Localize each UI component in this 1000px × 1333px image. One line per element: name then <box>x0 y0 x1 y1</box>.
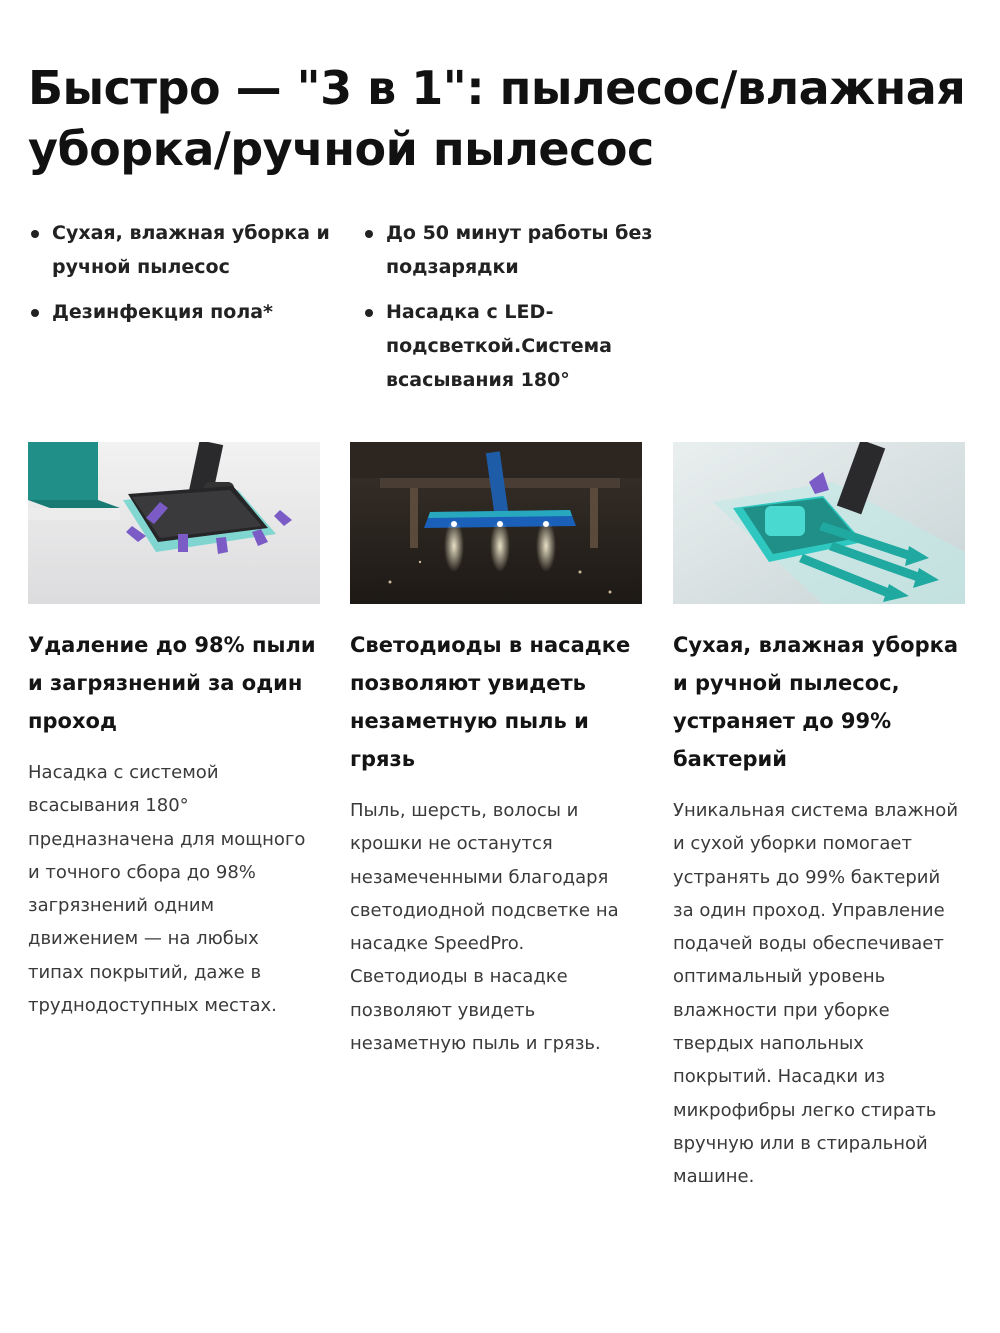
vacuum-led-image <box>350 442 642 604</box>
feature-card-led-lights <box>350 442 642 1060</box>
feature-description: Насадка с системой всасывания 180° предназначена для мощного и точного сбора до 98% загрязнений одним движением — на любых типах покрытий, даже в труднодоступных местах. <box>28 762 306 1017</box>
bullet-item: Насадка с LED-подсветкой.Система всасывания 180° <box>362 295 682 397</box>
bullet-item: До 50 минут работы без подзарядки <box>362 216 682 284</box>
bullet-item: Сухая, влажная уборка и ручной пылесос <box>28 216 348 284</box>
feature-card-dust-removal <box>28 442 320 1022</box>
feature-description: Уникальная система влажной и сухой уборки помогает устранять до 99% бактерий за один проход. Управление подачей воды обеспечивает оптимальный уровень влажности при уборке твердых напольных покрытий. Насадки из микрофибры легко стирать вручную или в стиральной машине. <box>673 800 959 1188</box>
bullet-item: Дезинфекция пола* <box>28 295 348 329</box>
feature-bullets-right <box>362 216 682 408</box>
feature-title: Удаление до 98% пыли и загрязнений за один проход <box>28 633 316 733</box>
feature-title: Сухая, влажная уборка и ручной пылесос, устраняет до 99% бактерий <box>673 633 959 771</box>
feature-bullets-left <box>28 216 348 340</box>
feature-card-wet-dry <box>673 442 965 1194</box>
feature-description: Пыль, шерсть, волосы и крошки не останутся незамеченными благодаря светодиодной подсветке на насадке SpeedPro. Светодиоды в насадке позволяют увидеть незаметную пыль и грязь. <box>350 800 619 1055</box>
page-title: Быстро — "3 в 1": пылесос/влажная уборка/ручной пылесос <box>28 61 966 176</box>
vacuum-wet-mop-image <box>673 442 965 604</box>
feature-title: Светодиоды в насадке позволяют увидеть незаметную пыль и грязь <box>350 633 631 771</box>
vacuum-suction-image <box>28 442 320 604</box>
